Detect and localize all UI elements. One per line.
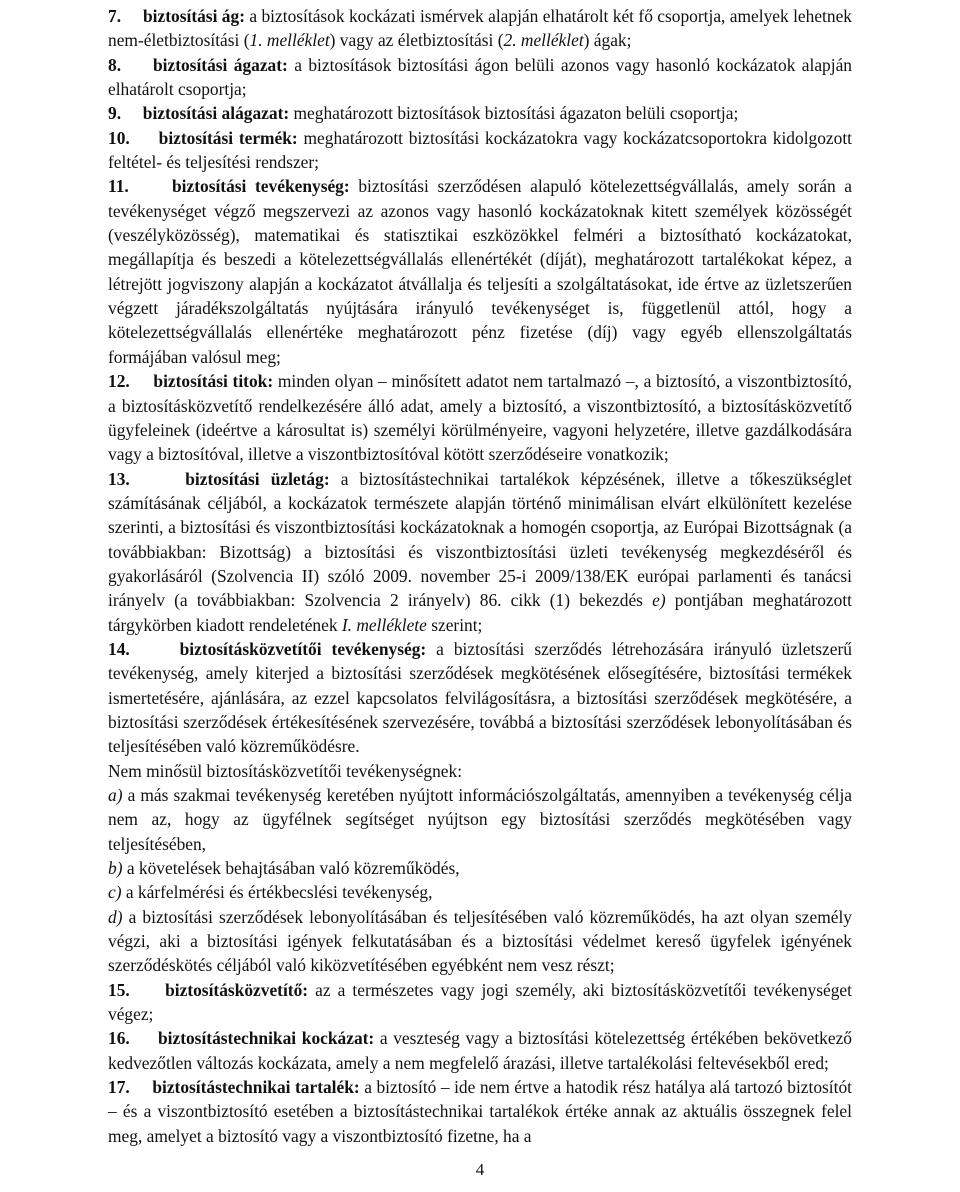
definition-number: 9. <box>108 103 122 124</box>
definition-number: 13. <box>108 468 130 489</box>
definition-text: a más szakmai tevékenység keretében nyújtott információszolgáltatás, amennyiben a tevékenység célja nem az, hogy az ügyfélnek segítséget nyújtson egy biztosítási szerződés megkötésében vagy teljesítésében, <box>108 785 852 854</box>
definition-paragraph <box>108 467 852 637</box>
definition-text: ) vagy az életbiztosítási ( <box>329 30 504 51</box>
definition-text: meghatározott biztosítási kockázatokra vagy kockázatcsoportokra kidolgozott feltétel- és teljesítési rendszer; <box>108 127 853 173</box>
defined-term: biztosítási tevékenység: <box>171 176 350 197</box>
definition-number: 11. <box>108 176 129 197</box>
definition-number: 7. <box>108 6 122 26</box>
definition-text: az a természetes vagy jogi személy, aki biztosításközvetítői tevékenységet végez; <box>108 979 852 1025</box>
definition-text: a követelések behajtásában való közreműködés, <box>122 858 460 879</box>
definition-text: meghatározott biztosítások biztosítási ágazaton belüli csoportja; <box>289 103 739 124</box>
definition-text: pontjában meghatározott tárgykörben kiadott rendeletének <box>108 590 853 635</box>
definition-paragraph <box>108 369 852 466</box>
definition-text: Nem minősül biztosításközvetítői tevékenységnek: <box>108 760 463 781</box>
definition-paragraph <box>108 1026 852 1075</box>
definition-paragraph <box>108 126 852 175</box>
defined-term: biztosítástechnikai tartalék: <box>152 1077 360 1098</box>
definition-paragraph <box>108 101 852 125</box>
italic-reference: 1. melléklet <box>249 30 330 51</box>
defined-term: biztosítási titok: <box>153 371 274 392</box>
defined-term: biztosításközvetítői tevékenység: <box>179 638 427 659</box>
definition-number: 16. <box>108 1028 130 1049</box>
definition-paragraph <box>108 53 852 102</box>
italic-reference: I. melléklete <box>341 614 427 635</box>
definition-text: a biztosítási szerződés létrehozására irányuló üzletszerű tevékenység, amely kiterjed a biztosítási szerződések megkötésének elősegítésére, biztosítási termékek ismertetésére, ajánlására, az ezzel kapcsolatos felvilágosításra, a biztosítási szerződések megkötésére, a biztosítási szerződések értékesítésének szervezésére, továbbá a biztosítási szerződések lebonyolításában és teljesítésében való közreműködésre. <box>108 638 852 757</box>
definition-number: 10. <box>108 127 130 148</box>
page-number: 4 <box>475 1160 485 1179</box>
definition-number: 12. <box>108 371 130 392</box>
defined-term: biztosítási üzletág: <box>185 468 330 489</box>
definition-text: a veszteség vagy a biztosítási kötelezettség értékében bekövetkező kedvezőtlen változás kockázata, amely a nem megfelelő árazási, illetve tartalékolási feltevésekből ered; <box>108 1028 852 1073</box>
definition-text: szerint; <box>426 614 483 635</box>
document-body <box>108 4 852 1148</box>
definition-paragraph <box>108 4 852 53</box>
defined-term: biztosítási ágazat: <box>152 54 288 75</box>
definition-text: a biztosító – ide nem értve a hatodik rész hatálya alá tartozó biztosítót – és a viszontbiztosító esetében a biztosítástechnikai tartalékok értéke annak az aktuális összegnek felel meg, amelyet a biztosító vagy a viszontbiztosító fizetne, ha a <box>108 1077 852 1146</box>
definition-paragraph <box>108 905 852 978</box>
definition-number: 8. <box>108 54 122 75</box>
italic-reference: 2. melléklet <box>503 30 584 51</box>
italic-reference: b) <box>108 858 123 879</box>
definition-paragraph <box>108 978 852 1027</box>
definition-paragraph <box>108 759 852 783</box>
definition-text: a biztosítási szerződések lebonyolításában és teljesítésében való közreműködés, ha azt olyan személy végzi, aki a biztosítási igények felkutatásában és a biztosítási védelmet kereső ügyfelek igényének szerződéskötés céljából való kiközvetítésében egyébként nem vesz részt; <box>108 906 852 976</box>
defined-term: biztosítási ág: <box>143 6 245 26</box>
definition-paragraph <box>108 174 852 369</box>
italic-reference: c) <box>108 882 122 903</box>
definition-text: ) ágak; <box>583 30 632 51</box>
definition-text: minden olyan – minősített adatot nem tartalmazó –, a biztosító, a viszontbiztosító, a biztosításközvetítő rendelkezésére álló adat, amely a biztosító, a viszontbiztosító, a biztosításközvetítő ügyfeleinek (ideértve a károsultat is) személyi körülményeire, vagyoni helyzetére, illetve gazdálkodására vagy a biztosítóval, illetve a viszontbiztosítóval kötött szerződéseire vonatkozik; <box>108 371 852 465</box>
definition-paragraph <box>108 783 852 856</box>
defined-term: biztosítási alágazat: <box>142 103 290 124</box>
definition-paragraph <box>108 856 852 880</box>
defined-term: biztosításközvetítő: <box>165 979 309 1000</box>
italic-reference: a) <box>108 785 123 805</box>
definition-text: a biztosítástechnikai tartalékok képzésének, illetve a tőkeszükséglet számításának céljából, a kockázatok természete alapján történő minimálisan elvárt elkülönített kezelése szerinti, a biztosítási és viszontbiztosítási kockázatoknak a homogén csoportja, az Európai Bizottságnak (a továbbiakban: Bizottság) a biztosítási és viszontbiztosítási üzleti tevékenység megkezdéséről és gyakorlásáról (Szolvencia II) szóló 2009. november 25-i 2009/138/EK európai parlamenti és tanácsi irányelv (a továbbiakban: Szolvencia 2 irányelv) 86. cikk (1) bekezdés <box>108 468 852 611</box>
definition-paragraph <box>108 880 852 904</box>
italic-reference: e) <box>652 590 666 611</box>
italic-reference: d) <box>108 906 123 927</box>
definition-number: 15. <box>108 979 130 1000</box>
definition-number: 14. <box>108 638 130 659</box>
definition-paragraph <box>108 1075 852 1148</box>
definition-text: biztosítási szerződésen alapuló kötelezettségvállalás, amely során a tevékenységet végző megszervezi az azonos vagy hasonló kockázatoknak kitett személyek közösségét (veszélyközösség), matematikai és statisztikai eszközökkel felméri a biztosítható kockázatokat, megállapítja és beszedi a kötelezettségvállalás ellenértékét (díját), meghatározott tartalékokat képez, a létrejött jogviszony alapján a kockázatot átvállalja és teljesíti a szolgáltatásokat, ide értve az üzletszerűen végzett járadékszolgáltatás nyújtására irányuló tevékenységet is, függetlenül attól, hogy a kötelezettségvállalás ellenértéke meghatározott pénz fizetése (díj) vagy egyéb ellenszolgáltatás formájában valósul meg; <box>108 176 852 367</box>
defined-term: biztosítási termék: <box>158 127 298 148</box>
definition-paragraph <box>108 637 852 759</box>
definition-text: a biztosítások biztosítási ágon belüli azonos vagy hasonló kockázatok alapján elhatárolt csoportja; <box>108 54 852 100</box>
definition-number: 17. <box>108 1077 130 1098</box>
definition-text: a biztosítások kockázati ismérvek alapján elhatárolt két fő csoportja, amelyek lehetnek nem-életbiztosítási ( <box>108 6 852 51</box>
definition-text: a kárfelmérési és értékbecslési tevékenység, <box>121 882 433 903</box>
defined-term: biztosítástechnikai kockázat: <box>157 1028 375 1049</box>
